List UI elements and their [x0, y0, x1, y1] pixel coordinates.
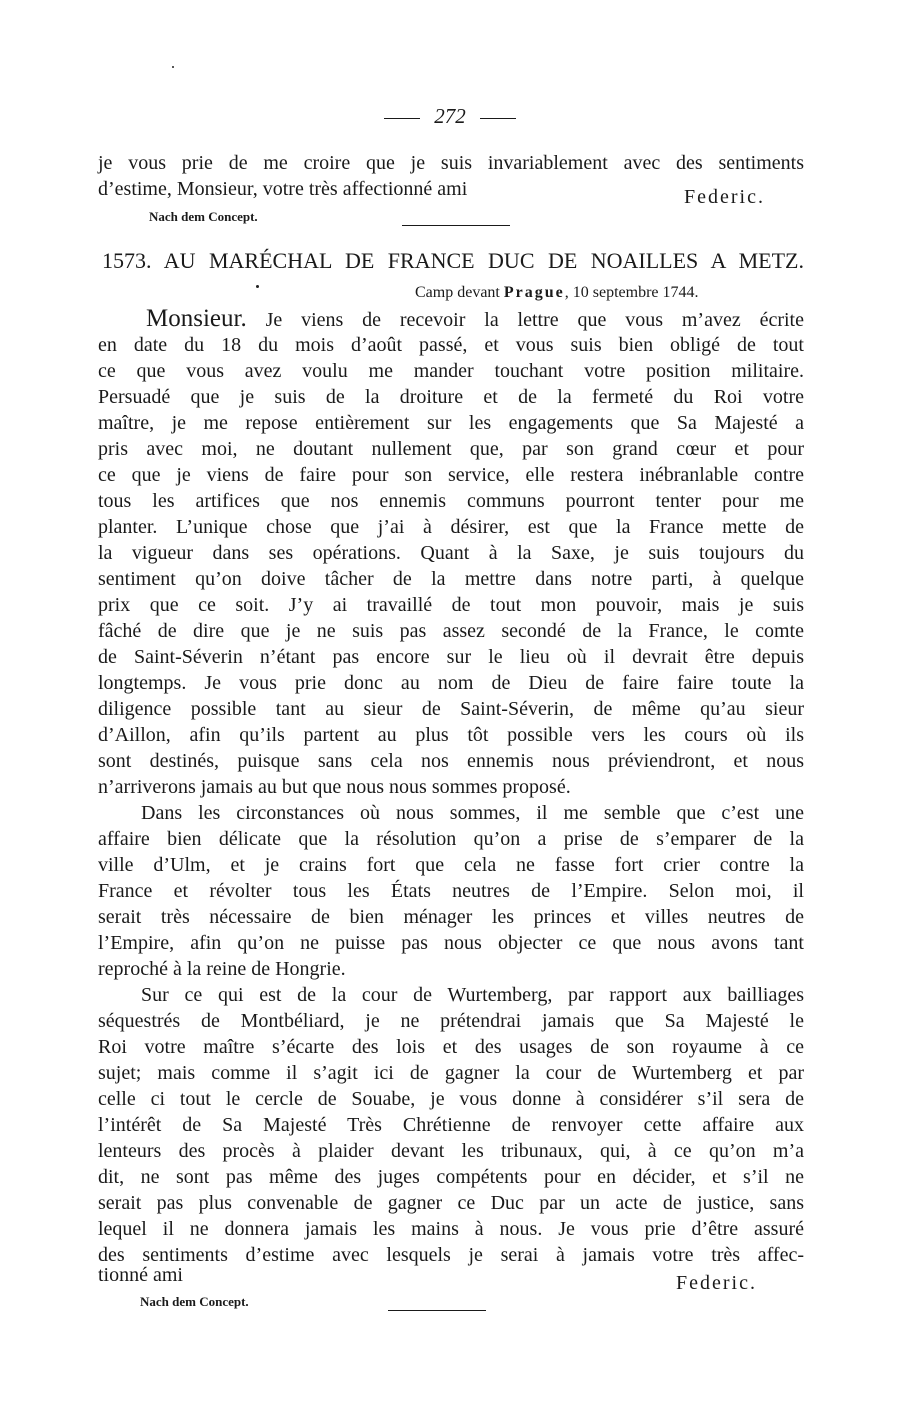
page-number: 272	[434, 104, 466, 128]
letter-line: ce que je viens de faire pour son service, elle restera inébranlable contre	[98, 464, 804, 486]
letter-source-note: Nach dem Concept.	[140, 1294, 249, 1309]
letter-line: de Saint-Séverin n’étant pas encore sur le lieu où il devrait être depuis	[98, 646, 804, 668]
letter-line: affaire bien délicate que la résolution qu’on a prise de s’emparer de la	[98, 828, 804, 850]
letter-line: longtemps. Je vous prie donc au nom de Dieu de faire faire toute la	[98, 672, 804, 694]
letter-line: en date du 18 du mois d’août passé, et vous suis bien obligé de tout	[98, 334, 804, 356]
previous-letter-signature: Federic.	[684, 186, 765, 208]
header-dash-right	[480, 118, 516, 119]
letter-line: la vigueur dans ses opérations. Quant à la Saxe, je suis toujours du	[98, 542, 804, 564]
letter-line: serait pas plus convenable de gagner ce Duc par un acte de justice, sans	[98, 1192, 804, 1214]
letter-line: des sentiments d’estime avec lesquels je serai à jamais votre très affec-	[98, 1244, 804, 1266]
letter-title: 1573. AU MARÉCHAL DE FRANCE DUC DE NOAILLES A METZ.	[102, 248, 804, 273]
letter-line: tionné ami	[98, 1264, 183, 1286]
letter-line: pris avec moi, ne doutant nullement que, par son grand cœur et pour	[98, 438, 804, 460]
letter-line: ce que vous avez voulu me mander touchant votre position militaire.	[98, 360, 804, 382]
letter-line: l’intérêt de Sa Majesté Très Chrétienne de renvoyer cette affaire aux	[98, 1114, 804, 1136]
letter-line: lequel il ne donnera jamais les mains à nous. Je vous prie d’être assuré	[98, 1218, 804, 1240]
letter-separator-rule	[402, 225, 510, 226]
letter-line: fâché de dire que je ne suis pas assez secondé de la France, le comte	[98, 620, 804, 642]
letter-line-1-text: Je viens de recevoir la lettre que vous m’avez écrite	[265, 309, 804, 331]
letter-line: prix que ce soit. J’y ai travaillé de tout mon pouvoir, mais je suis	[98, 594, 804, 616]
letter-line: planter. L’unique chose que j’ai à désirer, est que la France mette de	[98, 516, 804, 538]
letter-line: d’Aillon, afin qu’ils partent au plus tôt possible vers les cours où ils	[98, 724, 804, 746]
letter-line: Roi votre maître s’écarte des lois et des usages de son royaume à ce	[98, 1036, 804, 1058]
letter-line: Dans les circonstances où nous sommes, il me semble que c’est une	[141, 802, 804, 824]
letter-line: sont destinés, puisque sans cela nos ennemis nous préviendront, et nous	[98, 750, 804, 772]
letter-dateline	[415, 284, 699, 302]
letter-signature: Federic.	[676, 1272, 757, 1294]
previous-letter-line-1: je vous prie de me croire que je suis invariablement avec des sentiments	[98, 152, 804, 174]
letter-line: diligence possible tant au sieur de Saint-Séverin, de même qu’au sieur	[98, 698, 804, 720]
letter-line: ville d’Ulm, et je crains fort que cela ne fasse fort crier contre la	[98, 854, 804, 876]
letter-line: France et révolter tous les États neutres de l’Empire. Selon moi, il	[98, 880, 804, 902]
previous-letter-line-2: d’estime, Monsieur, votre très affectionné ami	[98, 178, 468, 200]
letter-line: dit, ne sont pas même des juges compétents pour en décider, et s’il ne	[98, 1166, 804, 1188]
dateline-prefix: Camp devant	[415, 284, 500, 301]
print-speck	[172, 66, 174, 68]
letter-line: Sur ce qui est de la cour de Wurtemberg, par rapport aux bailliages	[141, 984, 804, 1006]
letter-line: celle ci tout le cercle de Souabe, je vous donne à considérer s’il sera de	[98, 1088, 804, 1110]
letter-salutation: Monsieur.	[146, 305, 247, 332]
previous-letter-source-note: Nach dem Concept.	[149, 209, 258, 224]
header-dash-left	[384, 118, 420, 119]
letter-line: séquestrés de Montbéliard, je ne prétendrai jamais que Sa Majesté le	[98, 1010, 804, 1032]
page-header	[0, 104, 900, 129]
letter-end-rule	[388, 1310, 486, 1311]
letter-line: serait très nécessaire de bien ménager les princes et villes neutres de	[98, 906, 804, 928]
letter-line: Persuadé que je suis de la droiture et de la fermeté du Roi votre	[98, 386, 804, 408]
letter-line: l’Empire, afin qu’on ne puisse pas nous objecter ce que nous avons tant	[98, 932, 804, 954]
letter-line: reproché à la reine de Hongrie.	[98, 958, 346, 980]
letter-line: sentiment qu’on doive tâcher de la mettre dans notre parti, à quelque	[98, 568, 804, 590]
print-speck	[256, 285, 259, 288]
letter-line: tous les artifices que nos ennemis communs pourront tenter pour me	[98, 490, 804, 512]
dateline-place: Prague	[503, 284, 565, 301]
letter-line: maître, je me repose entièrement sur les engagements que Sa Majesté a	[98, 412, 804, 434]
letter-line: lenteurs des procès à plaider devant les tribunaux, qui, à ce qu’on m’a	[98, 1140, 804, 1162]
letter-line: sujet; mais comme il s’agit ici de gagner la cour de Wurtemberg et par	[98, 1062, 804, 1084]
dateline-date: , 10 septembre 1744.	[564, 284, 699, 301]
letter-line-1	[98, 306, 804, 333]
letter-line: n’arriverons jamais au but que nous nous sommes proposé.	[98, 776, 571, 798]
